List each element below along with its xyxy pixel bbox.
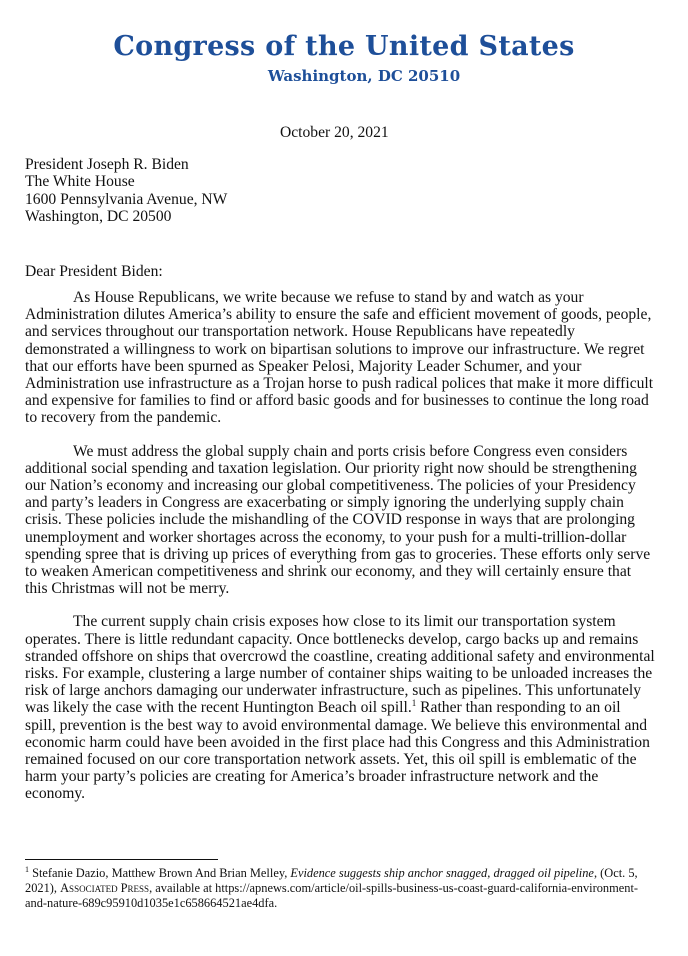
recipient-street: 1600 Pennsylvania Avenue, NW <box>25 190 228 208</box>
footnote-divider <box>25 859 218 860</box>
paragraph-3-part-a: The current supply chain crisis exposes how close to its limit our transportation system operates. There is little redundant capacity. Once bottlenecks develop, cargo backs up and remains stranded offshore on ships that overcrowd the coastline, creating additional safety and environmental risks. For example, clustering a large number of container ships waiting to be unloaded increases the risk of large anchors damaging our underwater infrastructure, such as pipelines. This unfortunately was likely the case with the recent Huntington Beach oil spill. <box>25 613 655 717</box>
paragraph-2: We must address the global supply chain and ports crisis before Congress even considers additional social spending and taxation legislation. Our priority right now should be strengthening our Nation’s economy and increasing our global competitiveness. The policies of your Presidency and party’s leaders in Congress are exacerbating or simply ignoring the underlying supply chain crisis. These policies include the mishandling of the COVID response in ways that are prolonging unemployment and worker shortages across the economy, to your push for a multi-trillion-dollar spending spree that is driving up prices of everything from gas to groceries. These efforts only serve to weaken American competitiveness and shrink our economy, and they will certainly ensure that this Christmas will not be merry. <box>25 442 651 598</box>
salutation: Dear President Biden: <box>25 263 163 280</box>
footnote-authors: Stefanie Dazio, Matthew Brown And Brian Melley, <box>29 866 291 880</box>
letterhead <box>0 30 688 86</box>
footnote-date: , (Oct. 5, 2021), <box>25 866 638 896</box>
paragraph-1: As House Republicans, we write because we refuse to stand by and watch as your Administration dilutes America’s ability to ensure the safe and efficient movement of goods, people, and services throughout our transportation network. House Republicans have repeatedly demonstrated a willingness to work on bipartisan solutions to improve our infrastructure. We regret that our efforts have been spurned as Speaker Pelosi, Majority Leader Schumer, and your Administration use infrastructure as a Trojan horse to push radical polices that make it more difficult and expensive for families to find or afford basic goods and for businesses to continue the long road to recovery from the pandemic. <box>25 289 654 427</box>
paragraph-3-part-b: Rather than responding to an oil spill, prevention is the best way to avoid environmental damage. We believe this environmental and economic harm could have been avoided in the first place had this Congress and this Administration remained focused on our core transportation network assets. Yet, this oil spill is emblematic of the harm your party’s policies are creating for America’s broader infrastructure network and the economy. <box>25 699 650 803</box>
letter-date: October 20, 2021 <box>280 124 389 141</box>
footnote-publisher: Associated Press <box>60 881 150 896</box>
recipient-org: The White House <box>25 173 135 191</box>
letterhead-subtitle: Washington, DC 20510 <box>267 67 461 85</box>
footnote-article-title: Evidence suggests ship anchor snagged, dragged oil pipeline <box>290 866 594 880</box>
recipient-name: President Joseph R. Biden <box>25 156 189 173</box>
footnote-marker: 1 <box>25 864 29 874</box>
recipient-address <box>25 156 227 226</box>
footnote-url: , available at https://apnews.com/article/oil-spills-business-us-coast-guard-california-environment-and-nature-689c95910d1035e1c658664521ae4dfa. <box>25 881 639 911</box>
letter-body <box>25 289 655 819</box>
letterhead-title: Congress of the United States <box>113 31 575 62</box>
paragraph-3 <box>25 613 655 802</box>
footnote <box>25 866 655 912</box>
footnote-reference: 1 <box>411 698 417 709</box>
recipient-city: Washington, DC 20500 <box>25 208 172 226</box>
